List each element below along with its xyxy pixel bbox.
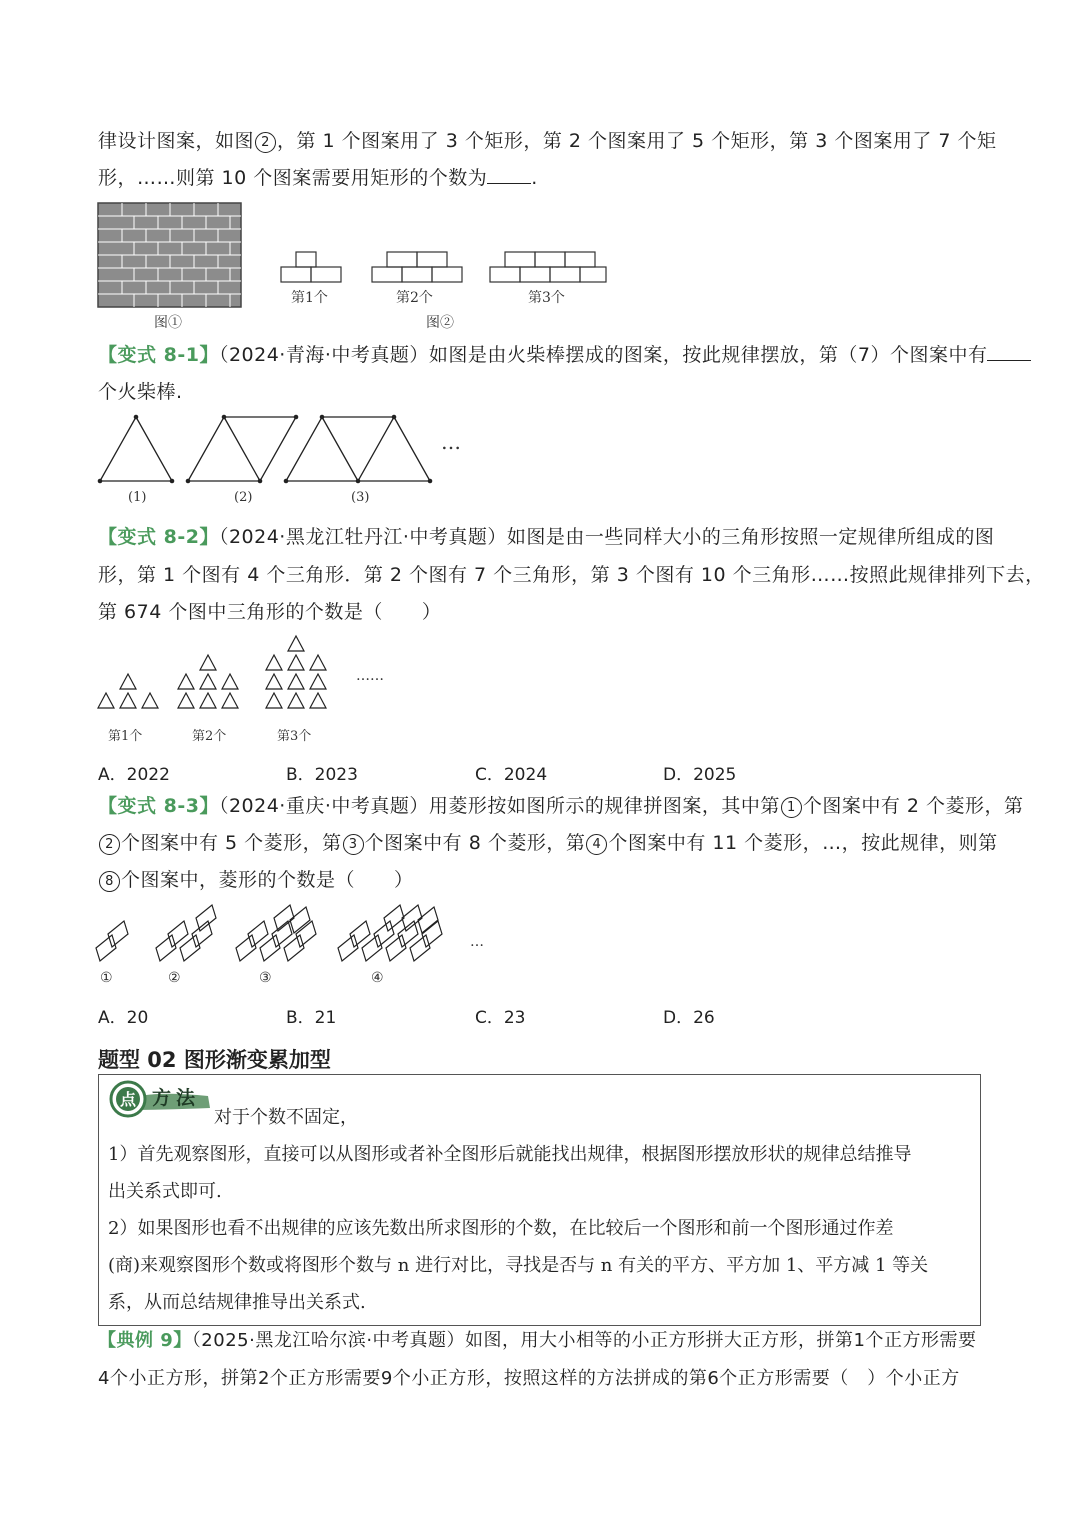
rhombus-patterns-figure	[94, 900, 444, 968]
v83-text-b: 个图案中有 2 个菱形，第	[802, 795, 1024, 817]
method-line-2: 出关系式即可.	[108, 1181, 222, 1202]
v83-label-1: ①	[100, 970, 113, 986]
v83-ellipsis: …	[470, 934, 484, 950]
triangle-shape	[310, 693, 326, 708]
triangle-shape	[142, 693, 158, 708]
method-badge-char-3: 法	[176, 1087, 196, 1109]
triangle-shape	[200, 693, 216, 708]
v83-option-b: B．21	[286, 1008, 337, 1028]
v83-option-c: C．23	[475, 1008, 526, 1028]
v83-text-e: 个图案中有 11 个菱形，…，按此规律，则第	[608, 832, 998, 854]
method-badge-char-1: 点	[119, 1090, 137, 1109]
rhombus-shape	[272, 921, 292, 947]
v81-text: （2024·青海·中考真题）如图是由火柴棒摆成的图案，按此规律摆放，第（7）个图案中有	[218, 344, 988, 366]
triangle-shape	[200, 674, 216, 689]
v82-text-1: （2024·黑龙江牡丹江·中考真题）如图是由一些同样大小的三角形按照一定规律所组成的图	[218, 526, 995, 548]
example9-text-1: （2025·黑龙江哈尔滨·中考真题）如图，用大小相等的小正方形拼大正方形，拼第1个正方形需要	[191, 1330, 977, 1351]
triangle-shape	[310, 674, 326, 689]
intro-text-b: ，第 1 个图案用了 3 个矩形，第 2 个图案用了 5 个矩形，第 3 个图案用了 7 个矩	[277, 130, 997, 152]
brick-label-2: 第2个	[396, 290, 433, 306]
v82-option-c: C．2024	[475, 765, 548, 785]
v83-label-4: ④	[371, 970, 384, 986]
v81-tag: 【变式 8-1】	[98, 344, 219, 366]
v83-text-a: （2024·重庆·中考真题）用菱形按如图所示的规律拼图案，其中第	[218, 795, 780, 817]
triangle-shape	[310, 655, 326, 670]
v82-line-1	[98, 525, 994, 549]
example9-tag: 【典例 9】	[98, 1330, 192, 1351]
v81-line-1	[98, 343, 1031, 367]
triangle-shape	[288, 674, 304, 689]
v82-label-1: 第1个	[108, 729, 143, 744]
section-title: 题型 02 图形渐变累加型	[98, 1048, 331, 1072]
v83-text-d: 个图案中有 8 个菱形，第	[364, 832, 586, 854]
method-line-5: 系，从而总结规律推导出关系式.	[108, 1292, 366, 1313]
triangle-shape	[178, 674, 194, 689]
intro-line-1	[98, 129, 997, 153]
triangle-shape	[200, 655, 216, 670]
v83-label-3: ③	[259, 970, 272, 986]
v83-option-d: D．26	[663, 1008, 715, 1028]
rhombus-shape	[260, 935, 280, 961]
fig2-caption: 图②	[426, 315, 454, 331]
rhombus-shape	[96, 935, 116, 961]
circled-number: 4	[586, 834, 607, 855]
triangle-shape	[120, 693, 136, 708]
answer-blank	[487, 167, 531, 184]
rhombus-shape	[168, 921, 188, 947]
v83-text-c: 个图案中有 5 个菱形，第	[121, 832, 342, 854]
triangle-shape	[266, 674, 282, 689]
triangle-shape	[288, 693, 304, 708]
rhombus-shape	[248, 921, 268, 947]
circled-number: 2	[99, 834, 120, 855]
v83-line-3	[98, 868, 414, 892]
v83-line-2	[98, 831, 998, 855]
v82-option-b: B．2023	[286, 765, 358, 785]
v83-tag: 【变式 8-3】	[98, 795, 219, 817]
circled-number: 2	[255, 132, 276, 153]
v83-line-1	[98, 794, 1024, 818]
matchstick-figure	[94, 410, 444, 488]
v82-tag: 【变式 8-2】	[98, 526, 219, 548]
v83-label-2: ②	[168, 970, 181, 986]
v82-option-a: A．2022	[98, 765, 170, 785]
rhombus-shape	[236, 935, 256, 961]
answer-blank	[987, 344, 1031, 361]
triangle-shape	[178, 693, 194, 708]
brick-label-1: 第1个	[291, 290, 328, 306]
triangle-shape	[222, 693, 238, 708]
triangle-shape	[120, 674, 136, 689]
rhombus-shape	[384, 905, 404, 931]
circled-number: 8	[99, 871, 120, 892]
rhombus-shape	[374, 921, 394, 947]
intro-period: .	[531, 167, 538, 189]
circled-number: 1	[781, 797, 802, 818]
intro-text-a: 律设计图案，如图	[98, 130, 255, 152]
v82-option-d: D．2025	[663, 765, 737, 785]
rhombus-shape	[350, 921, 370, 947]
rhombus-shape	[180, 935, 200, 961]
intro-line-2	[98, 166, 538, 190]
v82-label-2: 第2个	[192, 729, 227, 744]
v81-label-2: (2)	[234, 490, 253, 505]
rhombus-shape	[196, 905, 216, 931]
fig1-caption: 图①	[154, 315, 182, 331]
v82-ellipsis: ……	[356, 668, 384, 684]
example9-line-1	[98, 1329, 977, 1353]
brick-wall-figure	[97, 202, 242, 308]
triangle-shape	[222, 674, 238, 689]
rhombus-shape	[402, 905, 422, 931]
v81-label-3: (3)	[351, 490, 370, 505]
triangle-shape	[266, 655, 282, 670]
intro-text-c: 形，……则第 10 个图案需要用矩形的个数为	[98, 167, 488, 189]
v82-line-3: 第 674 个图中三角形的个数是（ ）	[98, 601, 442, 623]
rhombus-shape	[398, 921, 418, 947]
rhombus-shape	[192, 921, 212, 947]
rhombus-shape	[386, 935, 406, 961]
method-line-1: 1）首先观察图形，直接可以从图形或者补全图形后就能找出规律，根据图形摆放形状的规律总结推导	[108, 1144, 912, 1165]
rhombus-shape	[284, 935, 304, 961]
method-line-0: 对于个数不固定，	[214, 1107, 358, 1128]
triangle-shape	[266, 693, 282, 708]
triangle-stacks-figure	[94, 634, 334, 712]
v81-line-2: 个火柴棒.	[98, 381, 183, 403]
brick-patterns-figure	[276, 248, 611, 286]
rhombus-shape	[296, 921, 316, 947]
rhombus-shape	[274, 905, 294, 931]
method-badge-char-2: 方	[152, 1087, 172, 1109]
rhombus-shape	[338, 935, 358, 961]
brick-label-3: 第3个	[528, 290, 565, 306]
rhombus-shape	[362, 935, 382, 961]
rhombus-shape	[290, 907, 310, 933]
triangle-shape	[288, 636, 304, 651]
example9-line-2: 4个小正方形，拼第2个正方形需要9个小正方形，按照这样的方法拼成的第6个正方形需要（ ）个小正方	[98, 1368, 960, 1389]
v82-label-3: 第3个	[277, 729, 312, 744]
v83-option-a: A．20	[98, 1008, 149, 1028]
circled-number: 3	[343, 834, 364, 855]
v81-ellipsis: …	[441, 430, 461, 454]
v81-label-1: (1)	[128, 490, 147, 505]
triangle-shape	[98, 693, 114, 708]
method-line-3: 2）如果图形也看不出规律的应该先数出所求图形的个数，在比较后一个图形和前一个图形通过作差	[108, 1218, 894, 1239]
rhombus-shape	[156, 935, 176, 961]
v82-line-2: 形，第 1 个图有 4 个三角形．第 2 个图有 7 个三角形，第 3 个图有 10 个三角形……按照此规律排列下去，	[98, 564, 1045, 586]
rhombus-shape	[108, 921, 128, 947]
rhombus-shape	[410, 935, 430, 961]
v83-text-f: 个图案中，菱形的个数是（ ）	[121, 869, 414, 891]
triangle-shape	[288, 655, 304, 670]
method-badge-icon	[108, 1080, 216, 1118]
method-line-4: (商)来观察图形个数或将图形个数与 n 进行对比，寻找是否与 n 有关的平方、平方加 1、平方减 1 等关	[108, 1255, 929, 1276]
